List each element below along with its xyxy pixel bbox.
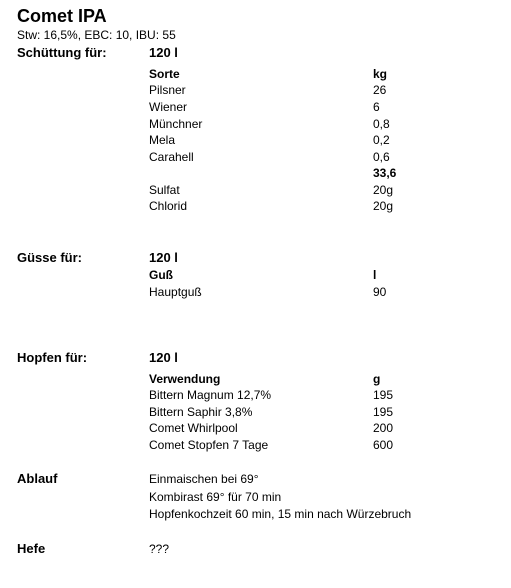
ablauf-label: Ablauf bbox=[17, 471, 58, 486]
hopfen-row-value: 195 bbox=[373, 405, 394, 419]
recipe-title: Comet IPA bbox=[17, 6, 107, 26]
schuettung-row-name: Chlorid bbox=[149, 199, 188, 213]
schuettung-row-value: 0,6 bbox=[373, 150, 390, 164]
hefe-value: ??? bbox=[149, 542, 170, 556]
schuettung-total: 33,6 bbox=[373, 166, 397, 180]
guesse-row-name: Hauptguß bbox=[149, 285, 202, 299]
schuettung-row-name: Pilsner bbox=[149, 83, 186, 97]
hopfen-header-g: g bbox=[373, 372, 381, 386]
hopfen-row-name: Comet Stopfen 7 Tage bbox=[149, 438, 269, 452]
schuettung-row-name: Sulfat bbox=[149, 183, 180, 197]
hopfen-row-value: 600 bbox=[373, 438, 394, 452]
guesse-amount: 120 l bbox=[149, 250, 178, 265]
hefe-label: Hefe bbox=[17, 541, 46, 556]
recipe-stats: Stw: 16,5%, EBC: 10, IBU: 55 bbox=[17, 28, 176, 42]
schuettung-row-name: Carahell bbox=[149, 150, 194, 164]
schuettung-row-value: 20g bbox=[373, 199, 394, 213]
hopfen-row-name: Bittern Magnum 12,7% bbox=[149, 388, 272, 402]
schuettung-amount: 120 l bbox=[149, 45, 178, 60]
schuettung-row-value: 0,8 bbox=[373, 117, 390, 131]
schuettung-row-value: 20g bbox=[373, 183, 394, 197]
schuettung-header-sorte: Sorte bbox=[149, 67, 180, 81]
schuettung-row-name: Wiener bbox=[149, 100, 188, 114]
hopfen-label: Hopfen für: bbox=[17, 350, 88, 365]
ablauf-line: Hopfenkochzeit 60 min, 15 min nach Würzebruch bbox=[149, 507, 412, 521]
schuettung-row-value: 26 bbox=[373, 83, 387, 97]
schuettung-header-kg: kg bbox=[373, 67, 388, 81]
guesse-header-l: l bbox=[373, 268, 377, 282]
ablauf-line: Kombirast 69° für 70 min bbox=[149, 490, 282, 504]
hopfen-row-value: 195 bbox=[373, 388, 394, 402]
guesse-label: Güsse für: bbox=[17, 250, 83, 265]
hopfen-row-name: Comet Whirlpool bbox=[149, 421, 238, 435]
schuettung-row-name: Münchner bbox=[149, 117, 203, 131]
hopfen-row-value: 200 bbox=[373, 421, 394, 435]
guesse-row-value: 90 bbox=[373, 285, 387, 299]
schuettung-label: Schüttung für: bbox=[17, 45, 107, 60]
hopfen-row-name: Bittern Saphir 3,8% bbox=[149, 405, 253, 419]
hopfen-amount: 120 l bbox=[149, 350, 178, 365]
hopfen-header-verwendung: Verwendung bbox=[149, 372, 221, 386]
schuettung-row-name: Mela bbox=[149, 133, 176, 147]
guesse-header-guss: Guß bbox=[149, 268, 173, 282]
schuettung-row-value: 6 bbox=[373, 100, 380, 114]
schuettung-row-value: 0,2 bbox=[373, 133, 390, 147]
ablauf-line: Einmaischen bei 69° bbox=[149, 472, 259, 486]
